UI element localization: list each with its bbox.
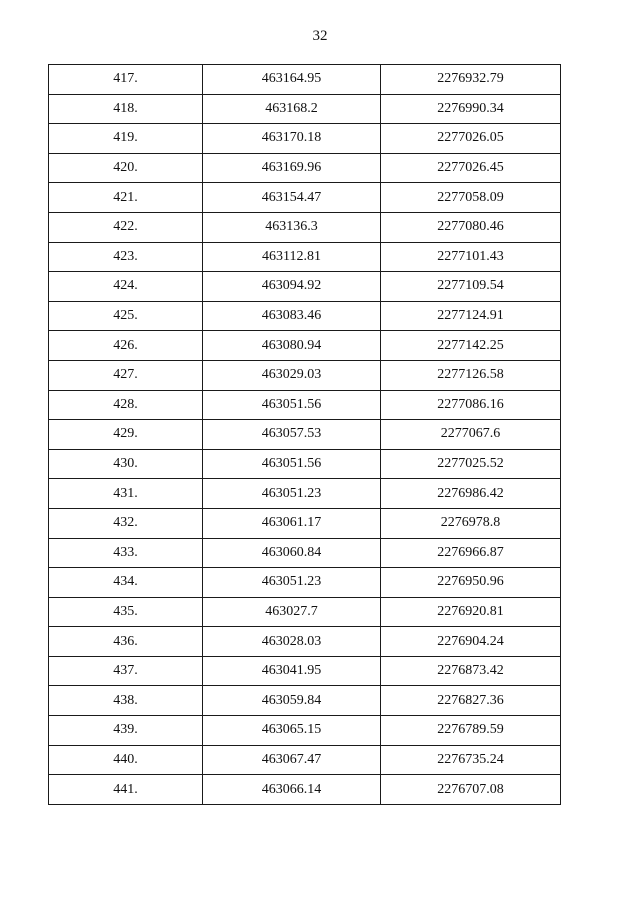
table-row bbox=[49, 420, 561, 450]
table-row bbox=[49, 656, 561, 686]
y-coordinate-cell: 2276735.24 bbox=[381, 745, 561, 775]
point-number-cell: 419. bbox=[49, 124, 203, 154]
table-row bbox=[49, 242, 561, 272]
y-coordinate-cell: 2276904.24 bbox=[381, 627, 561, 657]
point-number-cell: 438. bbox=[49, 686, 203, 716]
x-coordinate-cell: 463051.23 bbox=[203, 568, 381, 598]
y-coordinate-cell: 2276950.96 bbox=[381, 568, 561, 598]
y-coordinate-cell: 2276707.08 bbox=[381, 775, 561, 805]
point-number-cell: 439. bbox=[49, 716, 203, 746]
x-coordinate-cell: 463067.47 bbox=[203, 745, 381, 775]
table-row bbox=[49, 153, 561, 183]
coordinates-table bbox=[48, 64, 561, 805]
table-row bbox=[49, 360, 561, 390]
x-coordinate-cell: 463169.96 bbox=[203, 153, 381, 183]
table-row bbox=[49, 65, 561, 95]
y-coordinate-cell: 2277058.09 bbox=[381, 183, 561, 213]
point-number-cell: 421. bbox=[49, 183, 203, 213]
page-number: 32 bbox=[312, 28, 328, 44]
x-coordinate-cell: 463061.17 bbox=[203, 508, 381, 538]
point-number-cell: 425. bbox=[49, 301, 203, 331]
y-coordinate-cell: 2276789.59 bbox=[381, 716, 561, 746]
x-coordinate-cell: 463051.56 bbox=[203, 449, 381, 479]
y-coordinate-cell: 2277067.6 bbox=[381, 420, 561, 450]
table-row bbox=[49, 775, 561, 805]
table-row bbox=[49, 627, 561, 657]
y-coordinate-cell: 2277126.58 bbox=[381, 360, 561, 390]
table-row bbox=[49, 212, 561, 242]
table-row bbox=[49, 331, 561, 361]
table-row bbox=[49, 124, 561, 154]
point-number-cell: 437. bbox=[49, 656, 203, 686]
x-coordinate-cell: 463051.56 bbox=[203, 390, 381, 420]
point-number-cell: 441. bbox=[49, 775, 203, 805]
y-coordinate-cell: 2276990.34 bbox=[381, 94, 561, 124]
x-coordinate-cell: 463029.03 bbox=[203, 360, 381, 390]
y-coordinate-cell: 2277101.43 bbox=[381, 242, 561, 272]
x-coordinate-cell: 463041.95 bbox=[203, 656, 381, 686]
point-number-cell: 429. bbox=[49, 420, 203, 450]
y-coordinate-cell: 2277142.25 bbox=[381, 331, 561, 361]
point-number-cell: 420. bbox=[49, 153, 203, 183]
table-row bbox=[49, 301, 561, 331]
table-row bbox=[49, 183, 561, 213]
table-row bbox=[49, 94, 561, 124]
y-coordinate-cell: 2276932.79 bbox=[381, 65, 561, 95]
point-number-cell: 434. bbox=[49, 568, 203, 598]
point-number-cell: 422. bbox=[49, 212, 203, 242]
point-number-cell: 435. bbox=[49, 597, 203, 627]
point-number-cell: 440. bbox=[49, 745, 203, 775]
table-row bbox=[49, 597, 561, 627]
table-row bbox=[49, 449, 561, 479]
y-coordinate-cell: 2277025.52 bbox=[381, 449, 561, 479]
x-coordinate-cell: 463059.84 bbox=[203, 686, 381, 716]
table-row bbox=[49, 479, 561, 509]
y-coordinate-cell: 2276978.8 bbox=[381, 508, 561, 538]
point-number-cell: 426. bbox=[49, 331, 203, 361]
y-coordinate-cell: 2277086.16 bbox=[381, 390, 561, 420]
point-number-cell: 433. bbox=[49, 538, 203, 568]
table-row bbox=[49, 508, 561, 538]
x-coordinate-cell: 463027.7 bbox=[203, 597, 381, 627]
x-coordinate-cell: 463170.18 bbox=[203, 124, 381, 154]
point-number-cell: 436. bbox=[49, 627, 203, 657]
table-row bbox=[49, 390, 561, 420]
point-number-cell: 417. bbox=[49, 65, 203, 95]
table-row bbox=[49, 745, 561, 775]
x-coordinate-cell: 463080.94 bbox=[203, 331, 381, 361]
point-number-cell: 432. bbox=[49, 508, 203, 538]
point-number-cell: 430. bbox=[49, 449, 203, 479]
point-number-cell: 431. bbox=[49, 479, 203, 509]
x-coordinate-cell: 463136.3 bbox=[203, 212, 381, 242]
x-coordinate-cell: 463168.2 bbox=[203, 94, 381, 124]
point-number-cell: 427. bbox=[49, 360, 203, 390]
y-coordinate-cell: 2277109.54 bbox=[381, 272, 561, 302]
table-row bbox=[49, 716, 561, 746]
y-coordinate-cell: 2277080.46 bbox=[381, 212, 561, 242]
point-number-cell: 423. bbox=[49, 242, 203, 272]
y-coordinate-cell: 2277026.45 bbox=[381, 153, 561, 183]
x-coordinate-cell: 463060.84 bbox=[203, 538, 381, 568]
x-coordinate-cell: 463164.95 bbox=[203, 65, 381, 95]
x-coordinate-cell: 463083.46 bbox=[203, 301, 381, 331]
table-row bbox=[49, 538, 561, 568]
x-coordinate-cell: 463094.92 bbox=[203, 272, 381, 302]
table-body bbox=[49, 65, 561, 805]
x-coordinate-cell: 463057.53 bbox=[203, 420, 381, 450]
y-coordinate-cell: 2276873.42 bbox=[381, 656, 561, 686]
y-coordinate-cell: 2276986.42 bbox=[381, 479, 561, 509]
x-coordinate-cell: 463065.15 bbox=[203, 716, 381, 746]
point-number-cell: 418. bbox=[49, 94, 203, 124]
x-coordinate-cell: 463051.23 bbox=[203, 479, 381, 509]
y-coordinate-cell: 2276827.36 bbox=[381, 686, 561, 716]
point-number-cell: 428. bbox=[49, 390, 203, 420]
x-coordinate-cell: 463028.03 bbox=[203, 627, 381, 657]
table-row bbox=[49, 568, 561, 598]
x-coordinate-cell: 463066.14 bbox=[203, 775, 381, 805]
y-coordinate-cell: 2277026.05 bbox=[381, 124, 561, 154]
table-row bbox=[49, 686, 561, 716]
y-coordinate-cell: 2277124.91 bbox=[381, 301, 561, 331]
point-number-cell: 424. bbox=[49, 272, 203, 302]
x-coordinate-cell: 463112.81 bbox=[203, 242, 381, 272]
y-coordinate-cell: 2276920.81 bbox=[381, 597, 561, 627]
y-coordinate-cell: 2276966.87 bbox=[381, 538, 561, 568]
table-row bbox=[49, 272, 561, 302]
x-coordinate-cell: 463154.47 bbox=[203, 183, 381, 213]
